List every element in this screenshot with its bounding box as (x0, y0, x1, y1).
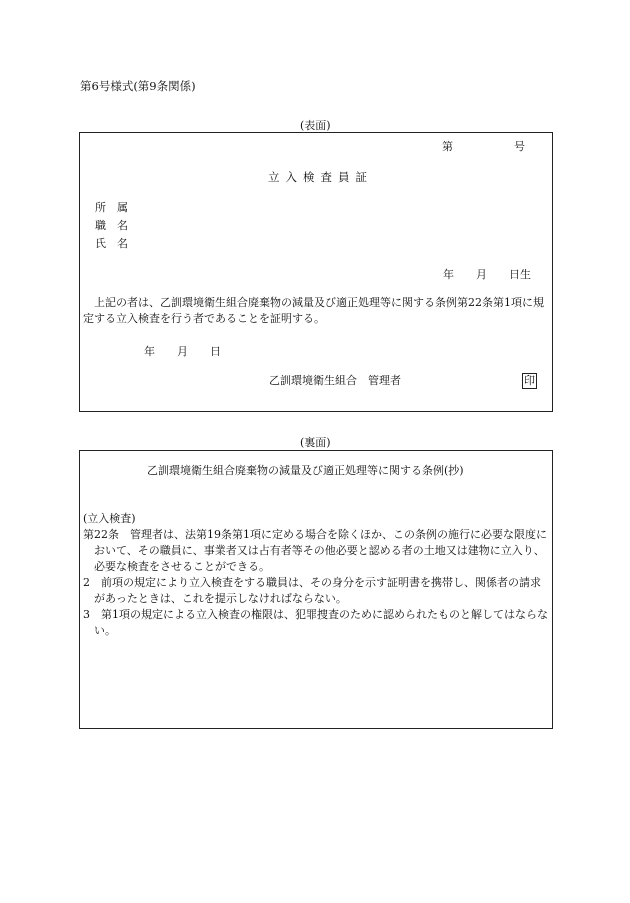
seal-box: 印 (524, 374, 535, 387)
ordinance-title: 乙訓環境衛生組合廃棄物の減量及び適正処理等に関する条例(抄) (147, 464, 464, 477)
back-side-label: (裏面) (300, 436, 331, 449)
clause-3: 3 第1項の規定による立入検査の権限は、犯罪捜査のために認められたものと解してはならない。 (83, 607, 548, 637)
clause-2: 2 前項の規定により立入検査をする職員は、その身分を示す証明書を携帯し、関係者の請求があったときは、これを提示しなければならない。 (83, 575, 541, 605)
issue-date: 年 月 日 (144, 345, 221, 358)
front-card (79, 132, 553, 412)
birth-date: 年 月 日生 (443, 268, 531, 281)
number-dai: 第 (442, 140, 453, 153)
ordinance-body (83, 527, 551, 639)
number-go: 号 (514, 140, 525, 153)
section-heading: (立入検査) (83, 512, 136, 525)
issuer: 乙訓環境衛生組合 管理者 (269, 374, 401, 387)
certification-text: 上記の者は、乙訓環境衛生組合廃棄物の減量及び適正処理等に関する条例第22条第1項に規定する立入検査を行う者であることを証明する。 (83, 296, 544, 325)
article-22: 第22条 管理者は、法第19条第1項に定める場合を除くほか、この条例の施行に必要な限度において、その職員に、事業者又は占有者等その他必要と認める者の土地又は建物に立入り、必要な検査をさせることができる。 (83, 528, 547, 573)
form-heading: 第6号様式(第9条関係) (80, 79, 196, 93)
field-name: 氏 名 (95, 237, 128, 250)
card-title: 立入検査員証 (268, 170, 373, 184)
field-position: 職 名 (95, 219, 128, 232)
back-card (79, 450, 553, 729)
front-side-label: (表面) (300, 119, 331, 132)
field-affiliation: 所 属 (95, 201, 128, 214)
